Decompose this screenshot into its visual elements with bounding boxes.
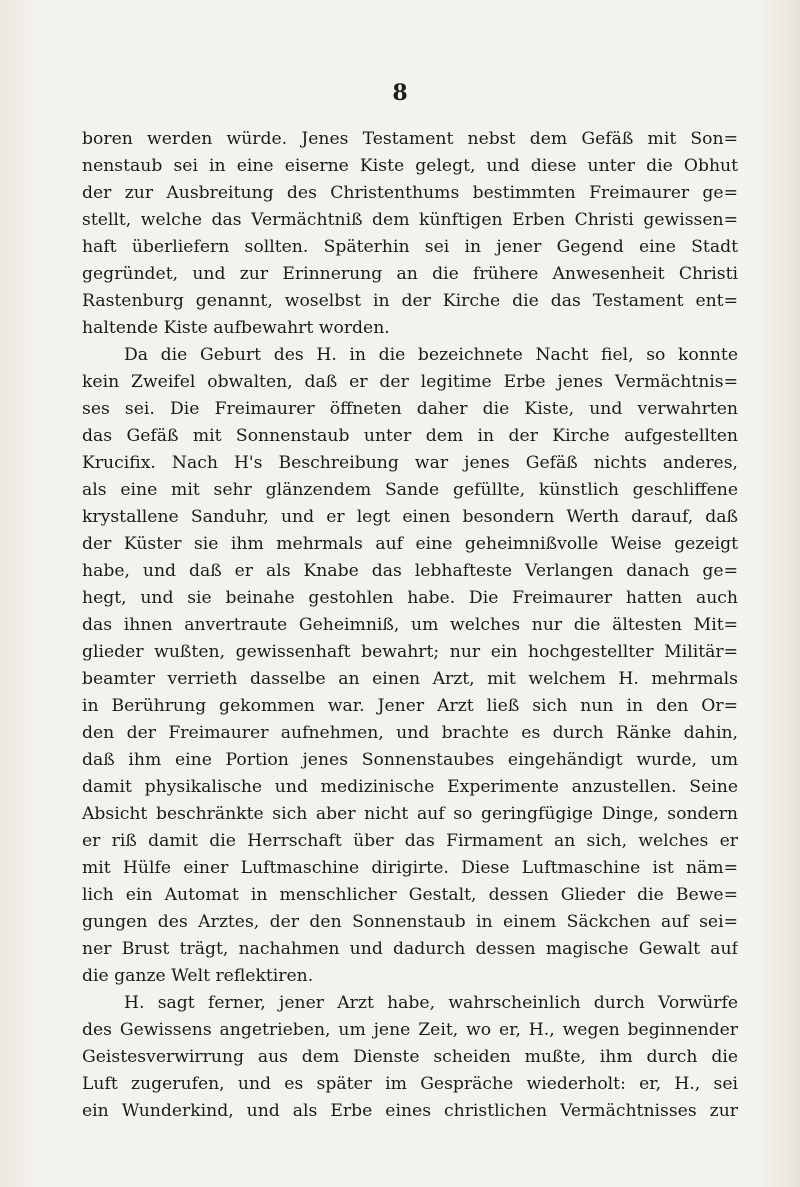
page-number: 8 <box>392 80 408 106</box>
text-line: die ganze Welt reflektiren. <box>82 966 314 986</box>
text-line: Geistesverwirrung aus dem Dienste scheiden mußte, ihm durch die <box>82 1047 738 1067</box>
text-line: boren werden würde. Jenes Testament nebst dem Gefäß mit Son= <box>82 129 738 149</box>
text-line: lich ein Automat in menschlicher Gestalt, dessen Glieder die Bewe= <box>82 885 738 905</box>
text-line: gegründet, und zur Erinnerung an die frühere Anwesenheit Christi <box>82 264 738 284</box>
text-line: den der Freimaurer aufnehmen, und brachte es durch Ränke dahin, <box>82 723 738 743</box>
text-line: hegt, und sie beinahe gestohlen habe. Die Freimaurer hatten auch <box>82 588 738 608</box>
body-text <box>82 126 738 1125</box>
text-line: als eine mit sehr glänzendem Sande gefüllte, künstlich geschliffene <box>82 480 738 500</box>
text-line: mit Hülfe einer Luftmaschine dirigirte. Diese Luftmaschine ist näm= <box>82 858 738 878</box>
text-line: Absicht beschränkte sich aber nicht auf so geringfügige Dinge, sondern <box>82 804 738 824</box>
text-line: damit physikalische und medizinische Experimente anzustellen. Seine <box>82 777 738 797</box>
text-line: er riß damit die Herrschaft über das Firmament an sich, welches er <box>82 831 738 851</box>
text-line: Krucifix. Nach H's Beschreibung war jenes Gefäß nichts anderes, <box>82 453 738 473</box>
text-line: Da die Geburt des H. in die bezeichnete Nacht fiel, so konnte <box>124 345 738 365</box>
text-line: nenstaub sei in eine eiserne Kiste gelegt, und diese unter die Obhut <box>82 156 738 176</box>
text-line: haft überliefern sollten. Späterhin sei in jener Gegend eine Stadt <box>82 237 738 257</box>
text-line: Rastenburg genannt, woselbst in der Kirche die das Testament ent= <box>82 291 738 311</box>
text-line: der Küster sie ihm mehrmals auf eine geheimnißvolle Weise gezeigt <box>82 534 738 554</box>
text-line: daß ihm eine Portion jenes Sonnenstaubes eingehändigt wurde, um <box>82 750 738 770</box>
text-line: kein Zweifel obwalten, daß er der legitime Erbe jenes Vermächtnis= <box>82 372 738 392</box>
text-line: haltende Kiste aufbewahrt worden. <box>82 318 390 338</box>
text-line: H. sagt ferner, jener Arzt habe, wahrscheinlich durch Vorwürfe <box>124 993 738 1013</box>
text-line: das ihnen anvertraute Geheimniß, um welches nur die ältesten Mit= <box>82 615 738 635</box>
text-line: in Berührung gekommen war. Jener Arzt ließ sich nun in den Or= <box>82 696 738 716</box>
text-line: krystallene Sanduhr, und er legt einen besondern Werth darauf, daß <box>82 507 738 527</box>
text-line: ein Wunderkind, und als Erbe eines christlichen Vermächtnisses zur <box>82 1101 738 1121</box>
text-line: Luft zugerufen, und es später im Gespräche wiederholt: er, H., sei <box>82 1074 738 1094</box>
text-line: glieder wußten, gewissenhaft bewahrt; nur ein hochgestellter Militär= <box>82 642 738 662</box>
text-line: das Gefäß mit Sonnenstaub unter dem in der Kirche aufgestellten <box>82 426 738 446</box>
text-line: der zur Ausbreitung des Christenthums bestimmten Freimaurer ge= <box>82 183 738 203</box>
text-line: habe, und daß er als Knabe das lebhafteste Verlangen danach ge= <box>82 561 738 581</box>
text-line: ner Brust trägt, nachahmen und dadurch dessen magische Gewalt auf <box>82 939 738 959</box>
text-line: ses sei. Die Freimaurer öffneten daher die Kiste, und verwahrten <box>82 399 738 419</box>
text-line: beamter verrieth dasselbe an einen Arzt, mit welchem H. mehrmals <box>82 669 738 689</box>
text-line: stellt, welche das Vermächtniß dem künftigen Erben Christi gewissen= <box>82 210 738 230</box>
text-line: gungen des Arztes, der den Sonnenstaub in einem Säckchen auf sei= <box>82 912 738 932</box>
text-line: des Gewissens angetrieben, um jene Zeit, wo er, H., wegen beginnender <box>82 1020 738 1040</box>
